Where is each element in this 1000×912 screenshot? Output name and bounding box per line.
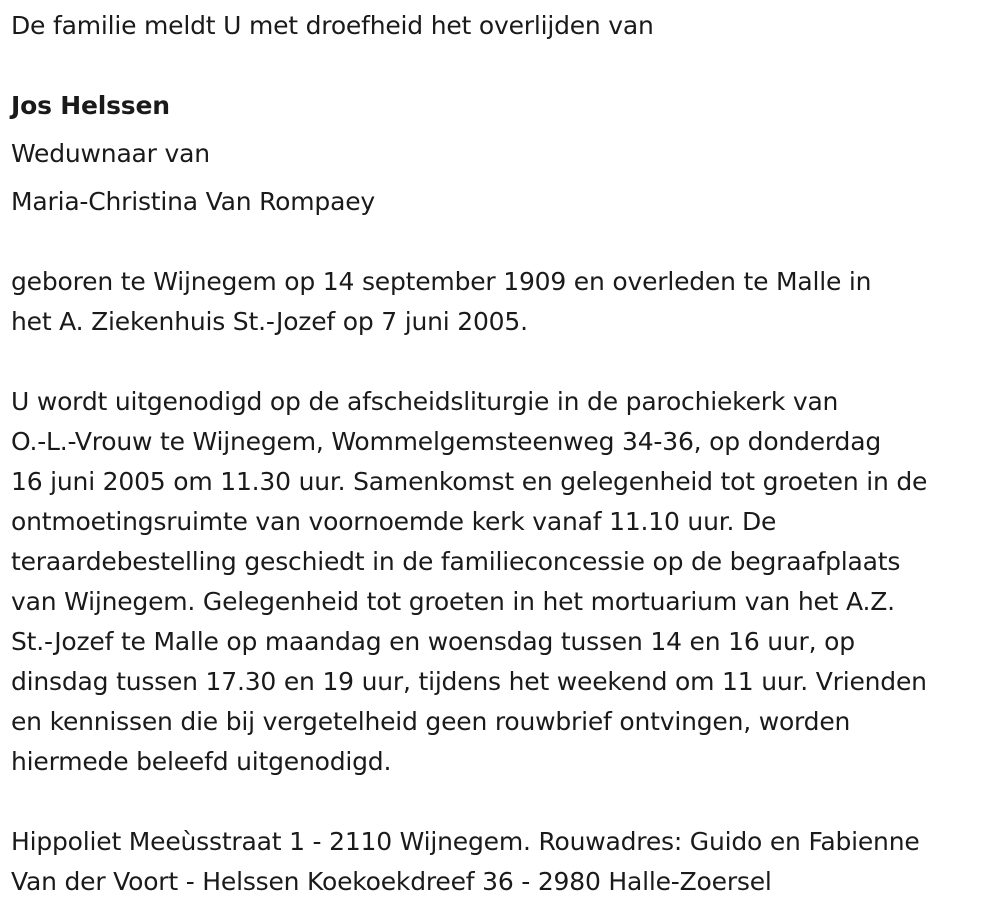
birth-death-paragraph: [11, 262, 871, 342]
invitation-line: O.-L.-Vrouw te Wijnegem, Wommelgemsteenweg 34-36, op donderdag: [11, 427, 882, 456]
invitation-line: U wordt uitgenodigd op de afscheidsliturgie in de parochiekerk van: [11, 387, 839, 416]
invitation-line: hiermede beleefd uitgenodigd.: [11, 747, 392, 776]
invitation-line: dinsdag tussen 17.30 en 19 uur, tijdens het weekend om 11 uur. Vrienden: [11, 667, 927, 696]
widow-label-block: [11, 134, 210, 174]
address-paragraph: [11, 822, 920, 902]
deceased-name: Jos Helssen: [11, 91, 170, 120]
address-line: Hippoliet Meeùsstraat 1 - 2110 Wijnegem. Rouwadres: Guido en Fabienne: [11, 827, 920, 856]
invitation-line: van Wijnegem. Gelegenheid tot groeten in het mortuarium van het A.Z.: [11, 587, 895, 616]
invitation-line: St.-Jozef te Malle op maandag en woensdag tussen 14 en 16 uur, op: [11, 627, 855, 656]
invitation-line: teraardebestelling geschiedt in de familieconcessie op de begraafplaats: [11, 547, 901, 576]
birth-line: geboren te Wijnegem op 14 september 1909 en overleden te Malle in: [11, 267, 872, 296]
intro-line: De familie meldt U met droefheid het overlijden van: [11, 11, 654, 40]
spouse-name: Maria-Christina Van Rompaey: [11, 187, 375, 216]
invitation-paragraph: [11, 382, 927, 782]
spouse-name-block: [11, 182, 375, 222]
invitation-line: ontmoetingsruimte van voornoemde kerk vanaf 11.10 uur. De: [11, 507, 777, 536]
intro-paragraph: [11, 6, 654, 46]
birth-line: het A. Ziekenhuis St.-Jozef op 7 juni 2005.: [11, 307, 528, 336]
widow-label: Weduwnaar van: [11, 139, 210, 168]
invitation-line: en kennissen die bij vergetelheid geen rouwbrief ontvingen, worden: [11, 707, 851, 736]
invitation-line: 16 juni 2005 om 11.30 uur. Samenkomst en gelegenheid tot groeten in de: [11, 467, 928, 496]
deceased-name-block: [11, 86, 170, 126]
address-line: Van der Voort - Helssen Koekoekdreef 36 - 2980 Halle-Zoersel: [11, 867, 772, 896]
